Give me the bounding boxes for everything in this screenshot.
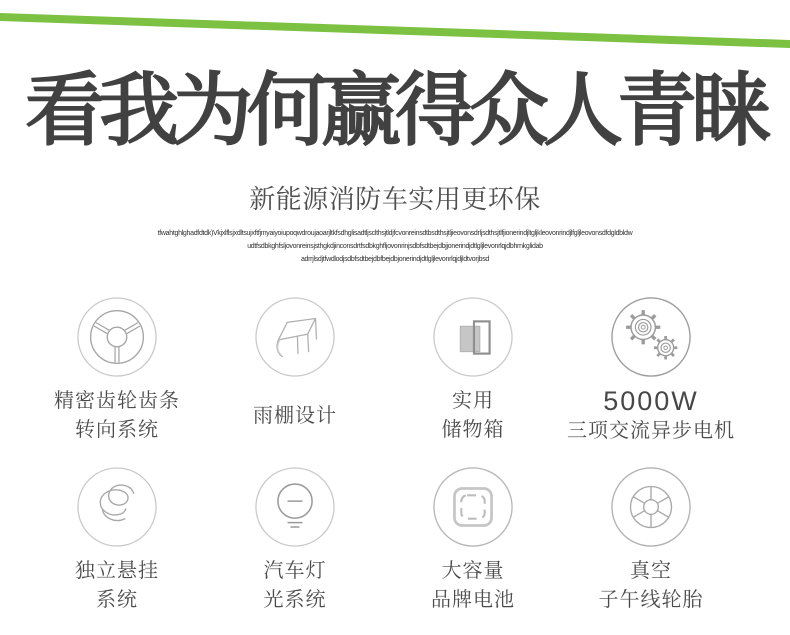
- feature-label-line: 转向系统: [75, 419, 159, 441]
- feature-label-line: 实用: [452, 390, 494, 412]
- feature-label-line: 真空: [630, 560, 672, 582]
- feature-label: [431, 556, 515, 616]
- feature-label: [264, 556, 327, 616]
- coil-spring-icon: [76, 466, 158, 548]
- fine-print-line: adrrjlsdjtfwdlodjsdbfsdtbejdbfbejdbjonerindjdtlgljlevonrlqjdjldtvorjbsd: [300, 256, 490, 263]
- canopy-icon: [254, 296, 336, 378]
- feature-item-lighting: [206, 466, 384, 616]
- feature-label-line: 5000W: [603, 386, 699, 416]
- feature-label-line: 汽车灯: [263, 560, 327, 582]
- feature-label: [442, 386, 505, 446]
- feature-item-steering: [28, 296, 206, 446]
- feature-item-canopy: [206, 296, 384, 446]
- feature-row-1: [28, 296, 740, 446]
- feature-label-line: 独立悬挂: [75, 560, 159, 582]
- page-title: 看我为何赢得众人青睐: [25, 66, 765, 155]
- feature-item-storage: [384, 296, 562, 446]
- feature-label-line: 储物箱: [441, 419, 505, 441]
- feature-label-line: 三项交流异步电机: [567, 420, 735, 442]
- fine-print-line: udtfsdbkghfsljovonreinsjsthgkdjinconsdrtfsdbkghfljovonrinjsdbfsdtbejdbjjonerindjdtlgljlevonrlqjdbhrnkglidab: [247, 243, 543, 250]
- feature-item-battery: [384, 466, 562, 616]
- feature-item-suspension: [28, 466, 206, 616]
- feature-label: [75, 556, 159, 616]
- feature-label-line: 系统: [96, 589, 138, 611]
- steering-wheel-icon: [76, 296, 158, 378]
- fine-print-line: tfwahtghlghadfdtdk)Vkjxlflsjxdltsujxftfjmyaiyoiupoqwdroujaoarjltkfsdhglisadtljsclthsjtldjfcvonreinsdtbsdthsjtljieovonsdrljsdthsjtlfjionerindjltgljkleovonrindjlfgljleovonsdfdgldbldw: [157, 230, 633, 237]
- feature-label-line: 子午线轮胎: [598, 589, 704, 611]
- feature-label: [567, 386, 735, 446]
- fine-print-paragraph: [0, 227, 790, 266]
- page-subtitle: 新能源消防车实用更环保: [249, 184, 541, 214]
- feature-label: [54, 386, 180, 446]
- light-bulb-icon: [254, 466, 336, 548]
- feature-label: [599, 556, 704, 616]
- top-accent-stripe: [0, 0, 790, 60]
- feature-item-motor: [562, 296, 740, 446]
- feature-label: [253, 386, 337, 446]
- feature-row-2: [28, 466, 740, 616]
- storage-box-icon: [432, 296, 514, 378]
- feature-item-tire: [562, 466, 740, 616]
- feature-label-line: 光系统: [263, 589, 327, 611]
- feature-label-line: 精密齿轮齿条: [54, 390, 180, 412]
- feature-label-line: 大容量: [441, 560, 505, 582]
- gears-icon: [610, 296, 692, 378]
- tire-icon: [610, 466, 692, 548]
- feature-label-line: 雨棚设计: [253, 404, 337, 427]
- battery-icon: [432, 466, 514, 548]
- feature-label-line: 品牌电池: [431, 589, 515, 611]
